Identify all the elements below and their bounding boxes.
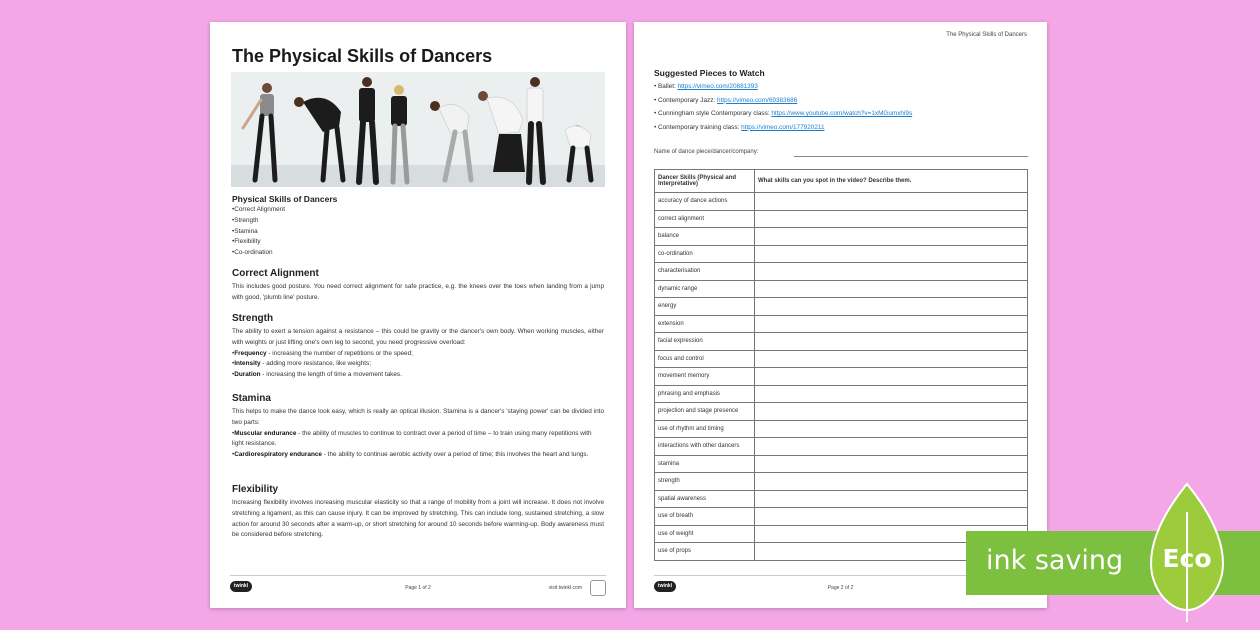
skills-heading: Physical Skills of Dancers xyxy=(232,194,338,204)
watch-heading: Suggested Pieces to Watch xyxy=(654,68,765,78)
table-row xyxy=(655,315,1028,333)
quality-stamp-icon xyxy=(590,580,606,596)
table-row xyxy=(655,245,1028,263)
flexibility-paragraph: Increasing flexibility involves increasing muscular elasticity so that a range of mobility from a joint will increase. It does not involve stretching a ligament, as this can cause injury. It can be improved by stretching. This can include long, sustained stretching, a slow action for around 30 seconds after a warm-up, or short stretching for around 10 seconds before warming-up. Body awareness must be considered before stretching. xyxy=(232,499,604,539)
answer-cell[interactable] xyxy=(755,298,1028,316)
flexibility-text xyxy=(232,498,604,541)
answer-cell[interactable] xyxy=(755,403,1028,421)
table-row xyxy=(655,473,1028,491)
watch-item: • Cunningham style Contemporary class: https://www.youtube.com/watch?v=1xMGumxhi9s xyxy=(654,110,913,117)
table-row xyxy=(655,385,1028,403)
strength-paragraph: The ability to exert a tension against a resistance – this could be gravity or the dancer's own body. When working muscles, either with weights or just lifting one's own leg to second, you need progressive overload: xyxy=(232,328,604,346)
table-row xyxy=(655,333,1028,351)
answer-cell[interactable] xyxy=(755,263,1028,281)
answer-cell[interactable] xyxy=(755,210,1028,228)
skill-cell: focus and control xyxy=(655,350,755,368)
skill-cell: facial expression xyxy=(655,333,755,351)
table-row xyxy=(655,228,1028,246)
dance-name-label: Name of dance piece/dancer/company: xyxy=(654,149,759,155)
strength-heading: Strength xyxy=(232,313,274,324)
table-row xyxy=(655,368,1028,386)
answer-cell[interactable] xyxy=(755,420,1028,438)
dancers-photo xyxy=(231,72,605,187)
watch-item: • Contemporary Jazz: https://vimeo.com/69383686 xyxy=(654,96,798,104)
skill-item: • Stamina xyxy=(232,227,604,238)
answer-cell[interactable] xyxy=(755,473,1028,491)
skill-item: • Correct Alignment xyxy=(232,205,604,216)
skill-cell: balance xyxy=(655,228,755,246)
answer-cell[interactable] xyxy=(755,245,1028,263)
answer-cell[interactable] xyxy=(755,333,1028,351)
dance-name-field[interactable] xyxy=(654,149,1028,155)
twinkl-logo[interactable]: twinkl xyxy=(654,581,676,592)
skill-cell: projection and stage presence xyxy=(655,403,755,421)
table-row xyxy=(655,210,1028,228)
video-link[interactable]: https://vimeo.com/69383686 xyxy=(716,96,798,104)
answer-cell[interactable] xyxy=(755,280,1028,298)
answer-cell[interactable] xyxy=(755,385,1028,403)
answer-cell[interactable] xyxy=(755,228,1028,246)
flexibility-heading: Flexibility xyxy=(232,484,279,495)
alignment-paragraph: This includes good posture. You need correct alignment for safe practice, e.g. the knees over the toes when landing from a jump with good, 'plumb line' posture. xyxy=(232,283,604,301)
eco-label: Eco xyxy=(1162,544,1212,573)
table-row xyxy=(655,280,1028,298)
video-link[interactable]: https://vimeo.com/20881393 xyxy=(677,83,758,90)
stamina-heading: Stamina xyxy=(232,393,271,404)
answer-cell[interactable] xyxy=(755,350,1028,368)
skill-cell: co-ordination xyxy=(655,245,755,263)
skill-cell: correct alignment xyxy=(655,210,755,228)
table-row xyxy=(655,420,1028,438)
page-number: Page 1 of 2 xyxy=(405,585,431,591)
skill-cell: characterisation xyxy=(655,263,755,281)
skill-cell: extension xyxy=(655,315,755,333)
watch-item: • Ballet: https://vimeo.com/20881393 xyxy=(654,83,758,90)
strength-bullet: • Duration - increasing the length of time a movement takes. xyxy=(232,370,604,381)
table-row xyxy=(655,455,1028,473)
page-title: The Physical Skills of Dancers xyxy=(232,46,493,66)
write-line[interactable] xyxy=(794,156,1028,157)
stamina-bullet: • Cardiorespiratory endurance - the ability to continue aerobic activity over a period of time; this involves the heart and lungs. xyxy=(232,450,604,461)
skill-cell: use of props xyxy=(655,543,755,561)
skill-item: • Flexibility xyxy=(232,237,604,248)
table-row xyxy=(655,263,1028,281)
skill-cell: use of breath xyxy=(655,508,755,526)
table-row xyxy=(655,298,1028,316)
watch-item: • Contemporary training class: https://vimeo.com/177920211 xyxy=(654,123,825,131)
skill-cell: energy xyxy=(655,298,755,316)
table-row xyxy=(655,403,1028,421)
skill-cell: dynamic range xyxy=(655,280,755,298)
worksheet-page-1 xyxy=(210,22,626,608)
skill-cell: stamina xyxy=(655,455,755,473)
answer-cell[interactable] xyxy=(755,508,1028,526)
answer-cell[interactable] xyxy=(755,193,1028,211)
answer-cell[interactable] xyxy=(755,368,1028,386)
skill-cell: strength xyxy=(655,473,755,491)
table-row xyxy=(655,193,1028,211)
strength-bullet: • Frequency - increasing the number of repetitions or the speed; xyxy=(232,349,604,360)
page-number: Page 2 of 2 xyxy=(827,585,854,591)
stamina-bullet: • Muscular endurance - the ability of muscles to continue to contract over a period of time – to train using many repetitions with light resistance. xyxy=(232,429,604,451)
table-row xyxy=(655,508,1028,526)
footer-url[interactable]: visit twinkl.com xyxy=(548,585,582,591)
skill-cell: movement memory xyxy=(655,368,755,386)
skill-item: • Co-ordination xyxy=(232,248,604,259)
skill-item: • Strength xyxy=(232,216,604,227)
video-link[interactable]: https://www.youtube.com/watch?v=1xMGumxhi9s xyxy=(771,110,913,117)
stamina-paragraph: This helps to make the dance look easy, which is really an optical illusion. Stamina is a dancer's 'staying power' can be divided into two parts: xyxy=(232,408,604,426)
answer-cell[interactable] xyxy=(755,315,1028,333)
video-link[interactable]: https://vimeo.com/177920211 xyxy=(741,123,825,131)
skills-table xyxy=(654,169,1028,561)
skill-cell: interactions with other dancers xyxy=(655,438,755,456)
table-row xyxy=(655,350,1028,368)
page-footer xyxy=(230,575,606,594)
skill-cell: use of weight xyxy=(655,525,755,543)
answer-cell[interactable] xyxy=(755,455,1028,473)
page-header: The Physical Skills of Dancers xyxy=(946,32,1027,38)
skill-cell: accuracy of dance actions xyxy=(655,193,755,211)
table-header-describe: What skills can you spot in the video? Describe them. xyxy=(755,170,1028,193)
strength-bullet: • Intensity - adding more resistance, like weights; xyxy=(232,359,604,370)
answer-cell[interactable] xyxy=(755,438,1028,456)
skill-cell: phrasing and emphasis xyxy=(655,385,755,403)
answer-cell[interactable] xyxy=(755,490,1028,508)
skill-cell: spatial awareness xyxy=(655,490,755,508)
alignment-heading: Correct Alignment xyxy=(232,268,319,279)
alignment-text xyxy=(232,282,604,304)
skill-cell: use of rhythm and timing xyxy=(655,420,755,438)
table-header-skills: Dancer Skills (Physical and Interpretative) xyxy=(655,170,755,193)
twinkl-logo[interactable]: twinkl xyxy=(230,581,252,592)
worksheet-page-2 xyxy=(634,22,1047,608)
strength-text xyxy=(232,327,604,381)
stamina-text xyxy=(232,407,604,461)
table-row xyxy=(655,490,1028,508)
ink-saving-label: ink saving xyxy=(986,545,1124,576)
dancers-illustration xyxy=(231,72,605,187)
watch-list xyxy=(654,68,912,137)
skills-list xyxy=(232,205,604,259)
table-row xyxy=(655,438,1028,456)
